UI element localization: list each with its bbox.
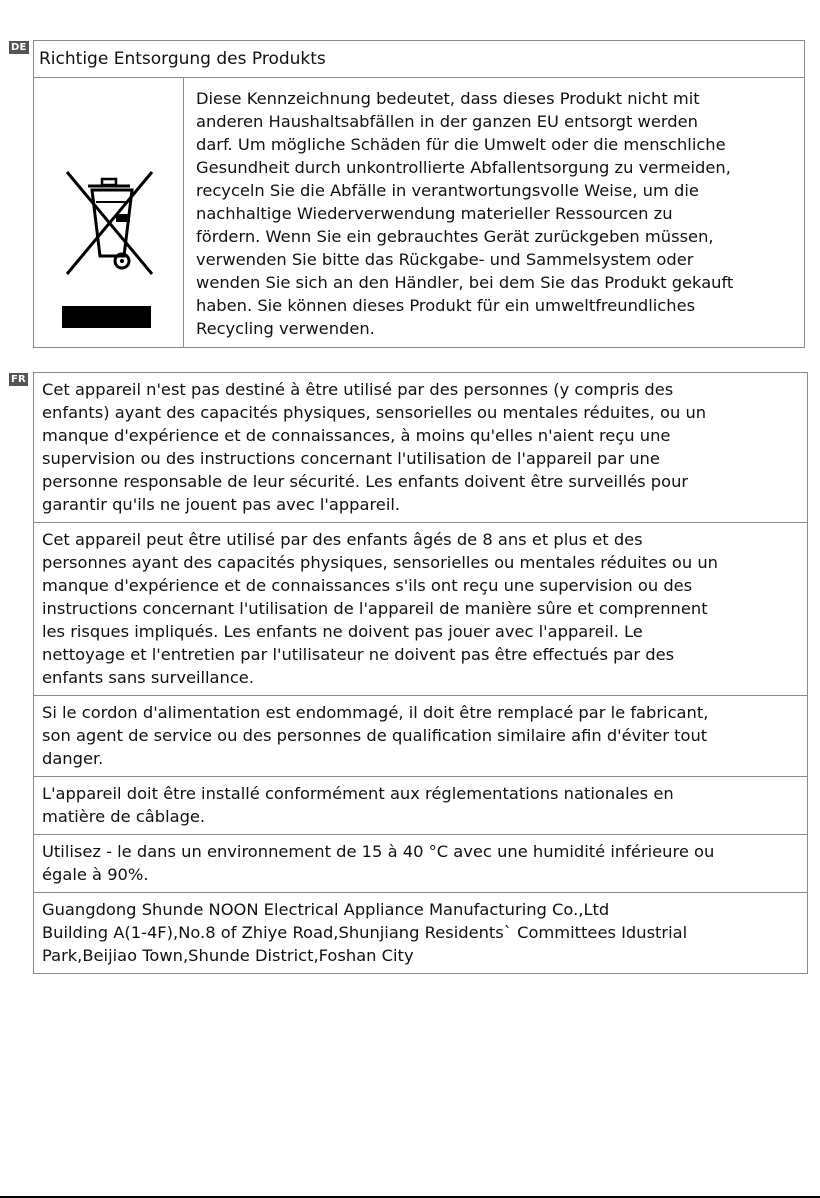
de-title: Richtige Entsorgung des Produkts	[34, 41, 804, 78]
fr-safety-table	[33, 372, 808, 974]
de-disposal-table	[33, 40, 805, 348]
fr-row-power-cord: Si le cordon d'alimentation est endommagé, il doit être remplacé par le fabricant, son agent de service ou des personnes de qualification similaire afin d'éviter tout danger.	[34, 696, 807, 777]
de-body	[34, 78, 804, 347]
fr-row-environment: Utilisez - le dans un environnement de 15 à 40 °C avec une humidité inférieure ou égale à 90%.	[34, 835, 807, 893]
fr-row-installation: L'appareil doit être installé conformément aux réglementations nationales en matière de câblage.	[34, 777, 807, 835]
lang-badge-fr: FR	[11, 374, 26, 385]
fr-row-children: Cet appareil peut être utilisé par des enfants âgés de 8 ans et plus et des personnes ayant des capacités physiques, sensorielles ou mentales réduites ou un manque d'expérience et de connaissances s'ils ont reçu une supervision ou des instructions concernant l'utilisation de l'appareil de manière sûre et comprennent les risques impliqués. Les enfants ne doivent pas jouer avec l'appareil. Le nettoyage et l'entretien par l'utilisateur ne doivent pas être effectués par des enfants sans surveillance.	[34, 523, 807, 696]
weee-black-bar	[62, 306, 151, 328]
fr-row-manufacturer: Guangdong Shunde NOON Electrical Appliance Manufacturing Co.,Ltd Building A(1-4F),No.8 of Zhiye Road,Shunjiang Residents` Committees Idustrial Park,Beijiao Town,Shunde District,Foshan City	[42, 900, 688, 965]
lang-badge-de: DE	[11, 42, 27, 53]
de-icon-cell	[34, 78, 184, 347]
crossed-out-wheelie-bin-icon	[52, 164, 162, 289]
fr-row-supervision: Cet appareil n'est pas destiné à être utilisé par des personnes (y compris des enfants) ayant des capacités physiques, sensorielles ou mentales réduites, ou un manque d'expérience et de connaissances, à moins qu'elles n'aient reçu une supervision ou des instructions concernant l'utilisation de l'appareil par une personne responsable de leur sécurité. Les enfants doivent être surveillés pour garantir qu'ils ne jouent pas avec l'appareil.	[34, 373, 807, 523]
de-disposal-text: Diese Kennzeichnung bedeutet, dass dieses Produkt nicht mit anderen Haushaltsabfällen in der ganzen EU entsorgt werden darf. Um mögliche Schäden für die Umwelt oder die menschliche Gesundheit durch unkontrollierte Abfallentsorgung zu vermeiden, recyceln Sie die Abfälle in verantwortungsvolle Weise, um die nachhaltige Wiederverwendung materieller Ressourcen zu fördern. Wenn Sie ein gebrauchtes Gerät zurückgeben müssen, verwenden Sie bitte das Rückgabe- und Sammelsystem oder wenden Sie sich an den Händler, bei dem Sie das Produkt gekauft haben. Sie können dieses Produkt für ein umweltfreundliches Recycling verwenden.	[196, 89, 734, 338]
